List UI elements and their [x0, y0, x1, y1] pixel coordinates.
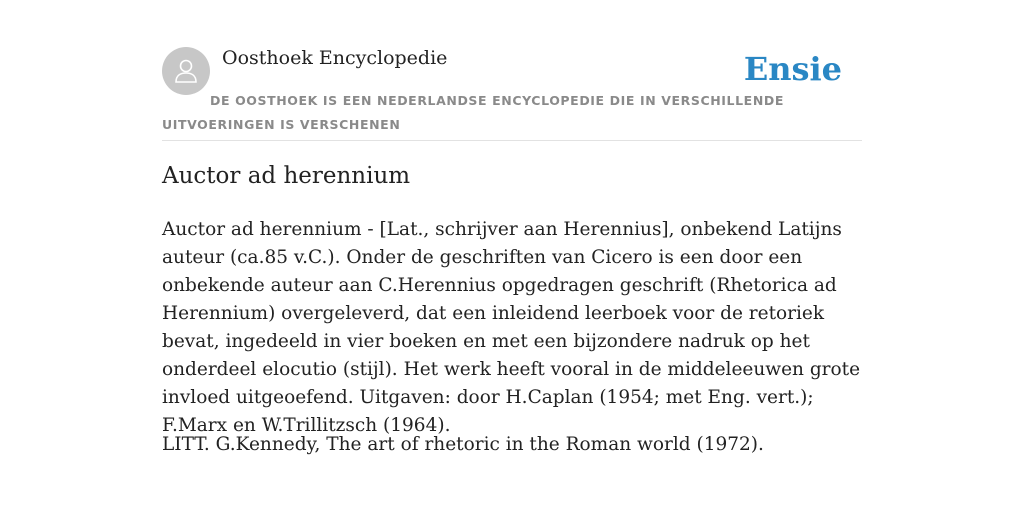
page-container [162, 0, 862, 455]
article-body: Auctor ad herennium - [Lat., schrijver aan Herennius], onbekend Latijns auteur (ca.85 v.C.). Onder de geschriften van Cicero is een door een onbekende auteur aan C.Herennius opgedragen geschrift (Rhetorica ad Herennium) overgeleverd, dat een inleidend leerboek voor de retoriek bevat, ingedeeld in vier boeken en met een bijzondere nadruk op het onderdeel elocutio (stijl). Het werk heeft vooral in de middeleeuwen grote invloed uitgeoefend. Uitgaven: door H.Caplan (1954; met Eng. vert.); F.Marx en W.Trillitzsch (1964). [162, 219, 861, 436]
source-name-link[interactable]: Oosthoek Encyclopedie [222, 47, 448, 69]
source-header [162, 0, 862, 141]
article-references: LITT. G.Kennedy, The art of rhetoric in the Roman world (1972). [162, 434, 764, 455]
article-title: Auctor ad herennium [162, 163, 411, 189]
source-tagline: DE OOSTHOEK IS EEN NEDERLANDSE ENCYCLOPEDIE DIE IN VERSCHILLENDE UITVOERINGEN IS VERSCHENEN [162, 93, 784, 132]
source-avatar[interactable] [162, 47, 210, 95]
ensie-logo[interactable]: Ensie [743, 50, 842, 88]
user-icon [171, 56, 201, 86]
